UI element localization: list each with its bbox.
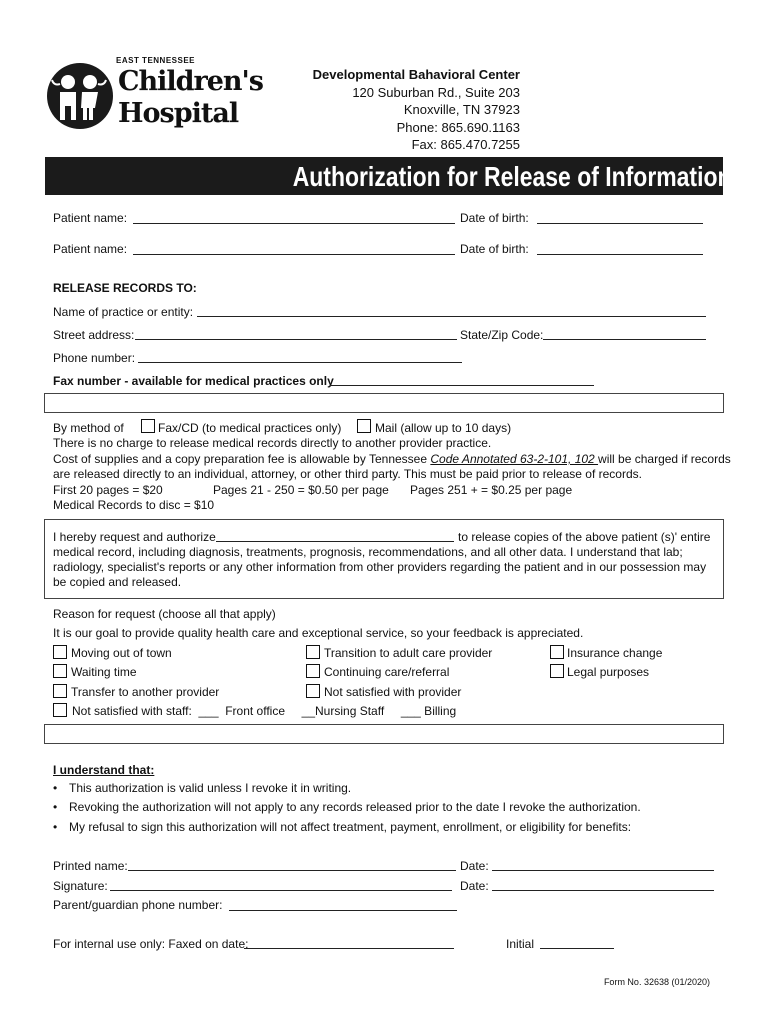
logo-line2: Hospital xyxy=(118,98,239,129)
center-phone: Phone: 865.690.1163 xyxy=(396,119,520,135)
patient-name-label-2: Patient name: xyxy=(53,242,128,256)
signature-field[interactable] xyxy=(110,890,452,891)
waiting-time-label: Waiting time xyxy=(71,665,137,679)
transition-label: Transition to adult care provider xyxy=(324,646,493,660)
printed-name-field[interactable] xyxy=(128,870,456,871)
transition-checkbox[interactable] xyxy=(306,645,320,659)
cost-text-line2: are released directly to an individual, attorney, or other third party. This must be paid prior to release of records. xyxy=(53,467,642,481)
center-fax: Fax: 865.470.7255 xyxy=(411,137,520,152)
date-field-1[interactable] xyxy=(492,870,714,871)
dob-label-2: Date of birth: xyxy=(460,242,529,256)
fax-number-box[interactable] xyxy=(44,393,724,413)
fax-cd-option-label: Fax/CD (to medical practices only) xyxy=(158,421,342,435)
not-satisfied-provider-checkbox[interactable] xyxy=(306,684,320,698)
mail-option-label: Mail (allow up to 10 days) xyxy=(375,421,512,435)
insurance-checkbox[interactable] xyxy=(550,645,564,659)
initial-label: Initial xyxy=(506,937,535,951)
fax-cd-checkbox[interactable] xyxy=(141,419,155,433)
center-name: Developmental Bahavioral Center xyxy=(312,67,520,82)
phone-number-label: Phone number: xyxy=(53,351,136,365)
fax-number-field[interactable] xyxy=(330,385,594,386)
form-number: Form No. 32638 (01/2020) xyxy=(603,977,710,987)
patient-name-field-2[interactable] xyxy=(133,254,455,255)
parent-phone-label: Parent/guardian phone number: xyxy=(53,898,223,912)
method-label: By method of xyxy=(53,421,124,435)
logo-children-icon xyxy=(46,60,114,132)
state-zip-label: State/Zip Code: xyxy=(460,328,544,342)
dob-field-2[interactable] xyxy=(537,254,703,255)
not-satisfied-staff-label: Not satisfied with staff: ___ Front office __Nursing Staff ___ Billing xyxy=(72,704,457,718)
signature-label: Signature: xyxy=(53,879,108,893)
reason-comments-box[interactable] xyxy=(44,724,724,744)
transfer-label: Transfer to another provider xyxy=(71,685,220,699)
faxed-on-date-label: For internal use only: Faxed on date: xyxy=(53,937,249,951)
printed-name-label: Printed name: xyxy=(53,859,128,873)
legal-checkbox[interactable] xyxy=(550,664,564,678)
bullet-dot-2: • xyxy=(53,800,58,814)
not-satisfied-provider-label: Not satisfied with provider xyxy=(324,685,462,699)
fee-251-plus: Pages 251 + = $0.25 per page xyxy=(410,483,573,497)
not-satisfied-staff-checkbox[interactable] xyxy=(53,703,67,717)
dob-label-1: Date of birth: xyxy=(460,211,529,225)
moving-label: Moving out of town xyxy=(71,646,172,660)
authorize-pre: I hereby request and authorize xyxy=(53,530,216,544)
understand-bullet-1: This authorization is valid unless I revoke it in writing. xyxy=(69,781,352,795)
logo-top-text: EAST TENNESSEE xyxy=(116,56,196,65)
date-label-2: Date: xyxy=(460,879,489,893)
legal-label: Legal purposes xyxy=(567,665,650,679)
dob-field-1[interactable] xyxy=(537,223,703,224)
fee-21-250: Pages 21 - 250 = $0.50 per page xyxy=(213,483,389,497)
authorize-post: to release copies of the above patient (s)' entire xyxy=(458,530,711,544)
phone-number-field[interactable] xyxy=(138,362,462,363)
continuing-care-label: Continuing care/referral xyxy=(324,665,450,679)
center-address-line1: 120 Suburban Rd., Suite 203 xyxy=(352,84,520,100)
fee-first-20: First 20 pages = $20 xyxy=(53,483,163,497)
center-address-line2: Knoxville, TN 37923 xyxy=(403,102,520,117)
page-title: Authorization for Release of Information xyxy=(292,161,732,192)
no-charge-text: There is no charge to release medical records directly to another provider practice. xyxy=(53,436,492,450)
patient-name-field-1[interactable] xyxy=(133,223,455,224)
understand-bullet-3: My refusal to sign this authorization will not affect treatment, payment, enrollment, or eligibility for benefits: xyxy=(69,820,632,834)
street-address-field[interactable] xyxy=(135,339,457,340)
understand-heading: I understand that: xyxy=(53,763,155,777)
cost-text-pre: Cost of supplies and a copy preparation fee is allowable by Tennessee xyxy=(53,452,431,466)
bullet-dot-3: • xyxy=(53,820,58,834)
tennessee-code-reference: Code Annotated 63-2-101, 102 xyxy=(430,452,599,466)
continuing-care-checkbox[interactable] xyxy=(306,664,320,678)
authorize-line3: radiology, specialist's reports or any other information from other providers regarding the patient and in our possession may xyxy=(53,560,707,574)
waiting-time-checkbox[interactable] xyxy=(53,664,67,678)
parent-phone-field[interactable] xyxy=(229,910,457,911)
practice-name-label: Name of practice or entity: xyxy=(53,305,194,319)
authorize-line4: be copied and released. xyxy=(53,575,182,589)
date-field-2[interactable] xyxy=(492,890,714,891)
state-zip-field[interactable] xyxy=(543,339,706,340)
faxed-on-date-field[interactable] xyxy=(244,948,454,949)
patient-name-label-1: Patient name: xyxy=(53,211,128,225)
practice-name-field[interactable] xyxy=(197,316,706,317)
bullet-dot-1: • xyxy=(53,781,58,795)
understand-bullet-2: Revoking the authorization will not apply to any records released prior to the date I revoke the authorization. xyxy=(69,800,641,814)
hospital-logo xyxy=(46,56,264,134)
cost-text-line1 xyxy=(53,452,731,467)
street-address-label: Street address: xyxy=(53,328,135,342)
insurance-label: Insurance change xyxy=(567,646,663,660)
reason-label: Reason for request (choose all that apply) xyxy=(53,607,276,621)
release-heading: RELEASE RECORDS TO: xyxy=(53,281,197,295)
authorize-line2: medical record, including diagnosis, treatments, prognosis, recommendations, and all other data. I understand that lab; xyxy=(53,545,683,559)
transfer-checkbox[interactable] xyxy=(53,684,67,698)
mail-checkbox[interactable] xyxy=(357,419,371,433)
fax-number-label: Fax number - available for medical practices only xyxy=(53,374,334,388)
feedback-goal-text: It is our goal to provide quality health care and exceptional service, so your feedback is appreciated. xyxy=(53,626,584,640)
logo-line1: Children's xyxy=(118,66,264,97)
date-label-1: Date: xyxy=(460,859,489,873)
moving-checkbox[interactable] xyxy=(53,645,67,659)
initial-field[interactable] xyxy=(540,948,614,949)
center-address xyxy=(260,66,520,154)
cost-text-post: will be charged if records xyxy=(598,452,731,466)
fee-disc: Medical Records to disc = $10 xyxy=(53,498,215,512)
authorized-provider-field[interactable] xyxy=(216,541,454,542)
